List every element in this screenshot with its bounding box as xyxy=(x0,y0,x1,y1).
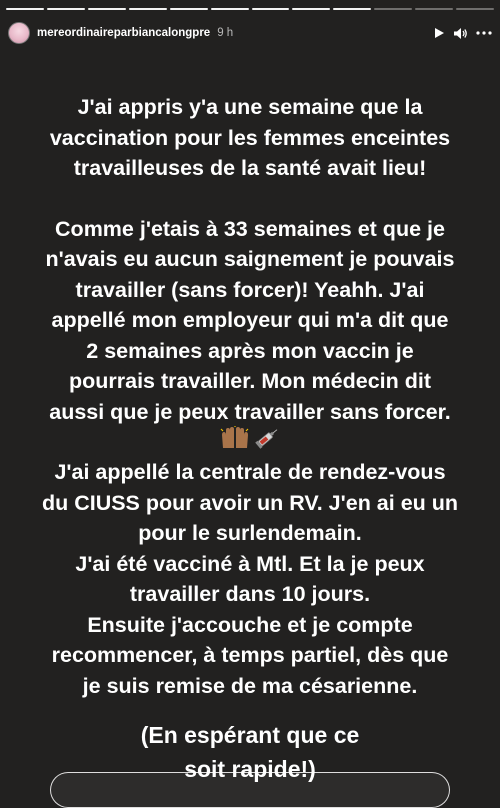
progress-segment xyxy=(415,8,453,10)
progress-segment xyxy=(374,8,412,10)
syringe-icon xyxy=(254,426,280,459)
username[interactable]: mereordinaireparbiancalongpre xyxy=(37,27,211,39)
text-line: du CIUSS pour avoir un RV. J'en ai eu un xyxy=(41,490,459,515)
text-line: Comme j'etais à 33 semaines et que je xyxy=(55,216,445,241)
emoji-line xyxy=(0,427,500,457)
reply-input[interactable] xyxy=(50,772,450,808)
story-progress-bar xyxy=(6,8,494,10)
paragraph-2 xyxy=(0,214,500,428)
more-icon[interactable] xyxy=(476,31,492,35)
raised-hands-icon xyxy=(220,426,250,459)
text-line: aussi que je peux travailler sans forcer. xyxy=(49,399,451,424)
speaker-icon[interactable] xyxy=(453,27,468,40)
text-line: travailleuses de la santé avait lieu! xyxy=(73,156,427,180)
story-text xyxy=(0,92,500,701)
header-controls xyxy=(433,27,492,40)
paragraph-1 xyxy=(0,92,500,184)
progress-segment xyxy=(252,8,290,10)
story-header xyxy=(8,22,492,44)
progress-segment xyxy=(456,8,494,10)
text-line: travailler dans 10 jours. xyxy=(129,582,371,606)
progress-segment xyxy=(47,8,85,10)
text-line: recommencer, à temps partiel, dès que xyxy=(51,643,449,667)
progress-segment xyxy=(6,8,44,10)
progress-segment xyxy=(292,8,330,10)
paragraph-3 xyxy=(0,457,500,701)
progress-segment xyxy=(211,8,249,10)
progress-segment xyxy=(170,8,208,10)
text-line: J'ai appellé la centrale de rendez-vous xyxy=(54,460,446,484)
progress-segment xyxy=(333,8,371,10)
text-line: vaccination pour les femmes enceintes xyxy=(49,125,451,150)
text-line: n'avais eu aucun saignement je pouvais xyxy=(45,247,455,271)
text-line: J'ai été vacciné à Mtl. Et la je peux xyxy=(75,551,425,576)
progress-segment xyxy=(129,8,167,10)
text-line: (En espérant que ce xyxy=(140,722,360,748)
text-line: Ensuite j'accouche et je compte xyxy=(87,612,413,637)
post-time: 9 h xyxy=(217,27,234,39)
text-line: soit rapide!) xyxy=(184,756,316,782)
text-line: 2 semaines après mon vaccin je xyxy=(86,338,414,363)
text-line: travailler (sans forcer)! Yeahh. J'ai xyxy=(75,277,425,302)
progress-segment xyxy=(88,8,126,10)
play-icon[interactable] xyxy=(433,27,445,39)
text-line: je suis remise de ma césarienne. xyxy=(82,673,418,698)
text-line: pour le surlendemain. xyxy=(138,521,362,545)
text-line: pourrais travailler. Mon médecin dit xyxy=(68,369,431,393)
text-line: appellé mon employeur qui m'a dit que xyxy=(51,308,449,332)
text-line: J'ai appris y'a une semaine que la xyxy=(77,95,423,119)
avatar[interactable] xyxy=(8,22,30,44)
